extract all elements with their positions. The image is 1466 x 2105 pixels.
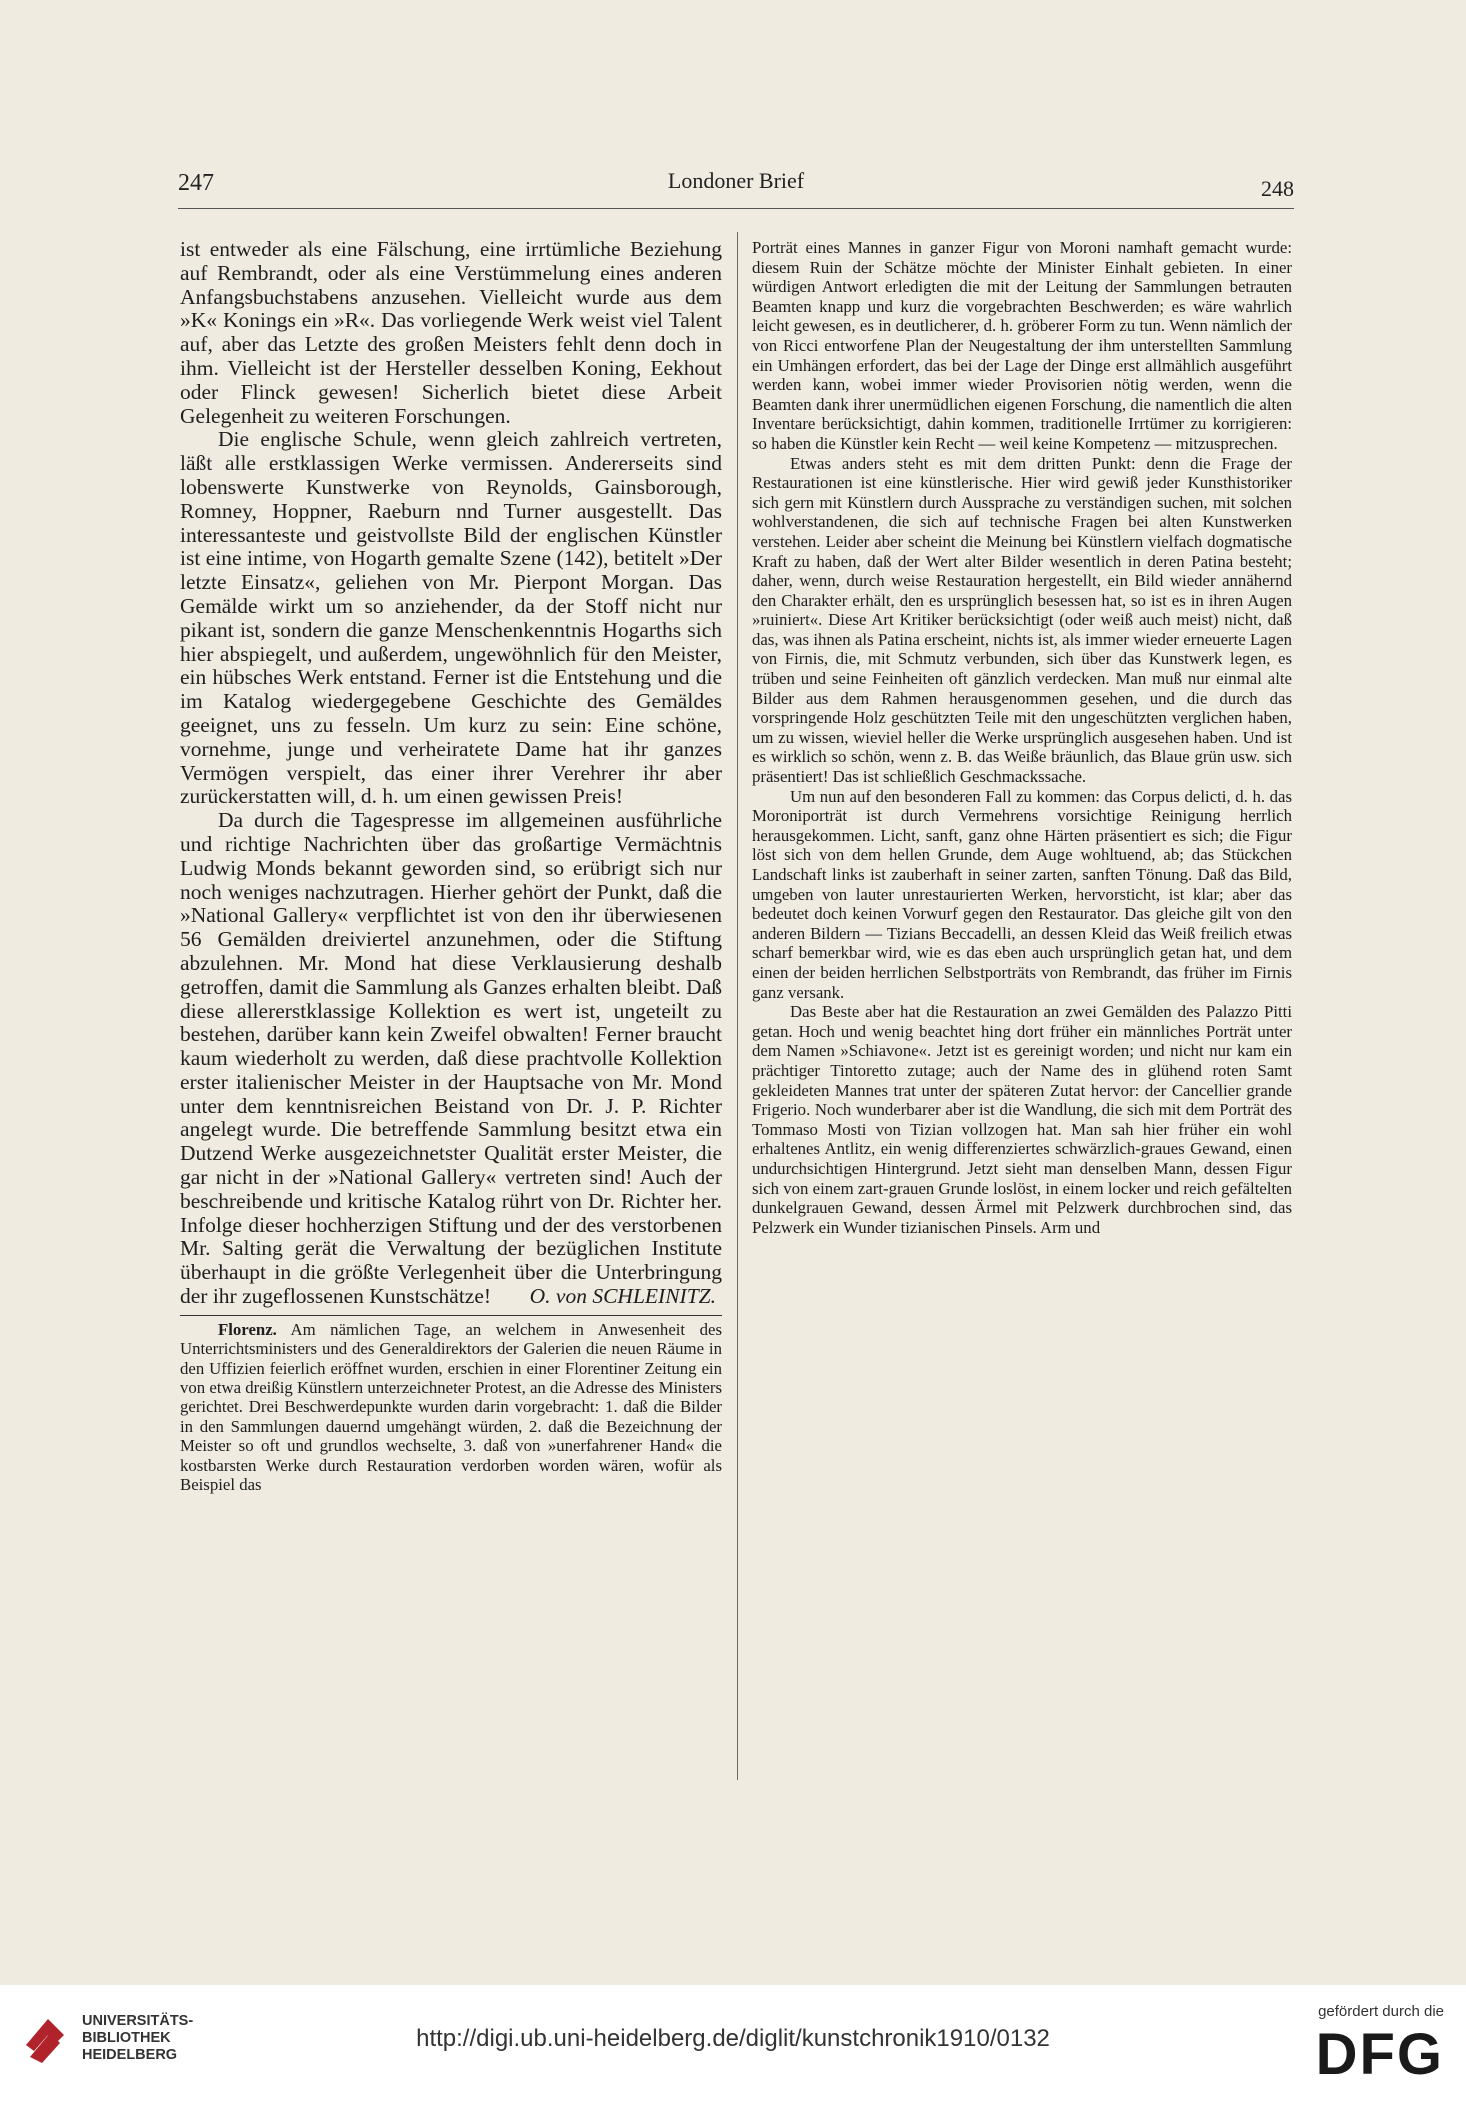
page-number-right: 248 (1261, 176, 1294, 201)
library-name-line: BIBLIOTHEK (82, 2030, 171, 2046)
page-number-left: 247 (178, 170, 214, 196)
dfg-logo[interactable]: DFG (1315, 2022, 1444, 2087)
paragraph: Das Beste aber hat die Restauration an zwei Gemälden des Palazzo Pitti getan. Hoch und wenig beachtet hing dort früher ein männliches Porträt unter dem Namen »Schiavone«. Jetzt ist es gereinigt worden; und nicht nur kam ein prächtiger Tintoretto zutage; auch der Name des in glühend roten Samt gekleideten Mannes trat unter der späteren Zutat hervor: der Cancellier grande Frigerio. Noch wunderbarer aber ist die Wandlung, die sich mit dem Porträt des Tommaso Mosti von Tizian vollzogen hat. Man sah hier früher ein wohl erhaltenes Antlitz, ein wenig differenziertes schwärzlich-graues Gewand, einen undurchsichtigen Hintergrund. Jetzt sieht man denselben Mann, dessen Figur sich von einem zart-grauen Grunde loslöst, in einem locker und reich gefältelten dunkelgrauen Gewand, dessen Ärmel mit Pelzwerk durchbrochen sind, das Pelzwerk ein Wunder tizianischen Pinsels. Arm und (752, 1002, 1292, 1237)
library-name-line: HEIDELBERG (82, 2047, 178, 2063)
funding-caption: gefördert durch die (1318, 2003, 1444, 2020)
running-header (178, 168, 1294, 209)
running-title: Londoner Brief (667, 168, 805, 193)
paragraph: Da durch die Tagespresse im allgemeinen ausführliche und richtige Nachrichten über das großartige Vermächtnis Ludwig Monds bekannt geworden sind, so erübrigt sich nur noch weniges nachzutragen. Hierher gehört der Punkt, daß die »National Gallery« verpflichtet ist von den ihr überwiesenen 56 Gemälden dreiviertel anzunehmen, oder die Stiftung abzulehnen. Mr. Mond hat diese Verklausierung deshalb getroffen, damit die Sammlung als Ganzes erhalten bleibt. Daß diese allererstklassige Kollektion es wert ist, ungeteilt zu bestehen, darüber kann kein Zweifel obwalten! Ferner braucht kaum wiederholt zu werden, daß diese prachtvolle Kollektion erster italienischer Meister in der Hauptsache von Mr. Mond unter dem kenntnisreichen Beistand von Dr. J. P. Richter angelegt wurde. Die betreffende Sammlung besitzt etwa ein Dutzend Werke ausgezeichnetster Qualität erster Meister, die gar nicht in der »National Gallery« vertreten sind! Auch der beschreibende und kritische Katalog rührt von Dr. Richter her. Infolge dieser hochherzigen Stiftung und der des verstorbenen Mr. Salting gerät die Verwaltung der bezüglichen Institute überhaupt in die größte Verlegenheit über die Unterbringung der ihr zugeflossenen Kunstschätze! (180, 808, 722, 1309)
paragraph: Etwas anders steht es mit dem dritten Punkt: denn die Frage der Restaurationen ist eine künstlerische. Hier wird gewiß jeder Kunsthistoriker sich gern mit Künstlern durch Aussprache zu verständigen suchen, mit solchen wohlverstandenen, die sich auf technische Fragen bei alten Kunstwerken verstehen. Leider aber scheint die Meinung bei Künstlern vielfach dogmatische Kraft zu haben, daß der Wert alter Bilder wesentlich in deren Patina besteht; daher, wenn, durch weise Restauration hergestellt, ein Bild wieder annähernd den Charakter erhält, den es ursprünglich besessen hat, so ist es in ihren Augen »ruiniert«. Diese Art Kritiker berücksichtigt (oder weiß auch meist) nicht, daß das, was ihnen als Patina erscheint, nichts ist, als immer wieder erneuerte Lagen von Firnis, die, mit Schmutz verbunden, sich über das Kunstwerk legen, es trüben und seine Feinheiten oft gänzlich verdecken. Man muß nur einmal alte Bilder aus dem Rahmen herausgenommen gesehen, und die durch das vorspringende Holz geschützten Teile mit den ungeschützten verglichen haben, um zu wissen, wieviel heller die Werke ursprünglich ausgesehen haben. Und ist es wirklich so schön, wenn z. B. das Weiße bräunlich, das Blaue grün usw. sich präsentiert! Das ist schließlich Geschmackssache. (752, 453, 1292, 787)
viewer-footer (0, 1985, 1466, 2105)
florenz-notice (180, 1320, 722, 1495)
article-body-left (180, 238, 722, 1309)
left-column (180, 238, 722, 1778)
section-lead: Florenz. (218, 1319, 277, 1339)
permalink-url[interactable]: http://digi.ub.uni-heidelberg.de/diglit/kunstchronik1910/0132 (416, 2025, 1050, 2052)
paragraph: Die englische Schule, wenn gleich zahlreich vertreten, läßt alle erstklassigen Werke vermissen. Andererseits sind lobenswerte Kunstwerke von Reynolds, Gainsborough, Romney, Hoppner, Raeburn nnd Turner ausgestellt. Das interessanteste und geistvollste Bild der englischen Künstler ist eine intime, von Hogarth gemalte Szene (142), betitelt »Der letzte Einsatz«, geliehen von Mr. Pierpont Morgan. Das Gemälde wirkt um so anziehender, da der Stoff nicht nur pikant ist, sondern die ganze Menschenkenntnis Hogarths sich hier abspiegelt, und außerdem, ungewöhnlich für den Meister, ein hübsches Werk entstand. Ferner ist die Entstehung und die im Katalog wiedergegebene Geschichte des Gemäldes geeignet, uns zu fesseln. Um kurz zu sein: Eine schöne, vornehme, junge und verheiratete Dame hat ihr ganzes Vermögen verspielt, das einer ihrer Verehrer ihr aber zurückerstatten will, d. h. um einen gewissen Preis! (180, 427, 722, 809)
paragraph: ist entweder als eine Fälschung, eine irrtümliche Beziehung auf Rembrandt, oder als eine Verstümmelung eines anderen Anfangsbuchstabens anzusehen. Vielleicht wurde aus dem »K« Konings ein »R«. Das vorliegende Werk weist viel Talent auf, aber das Letzte des großen Meisters fehlt denn doch in ihm. Vielleicht ist der Hersteller desselben Koning, Eekhout oder Flinck gewesen! Sicherlich bietet diese Arbeit Gelegenheit zu weiteren Forschungen. (180, 238, 722, 428)
right-column (752, 238, 1292, 1778)
author-signature: O. von SCHLEINITZ. (529, 1283, 716, 1308)
column-rule (737, 232, 738, 1780)
section-divider (180, 1315, 722, 1316)
paragraph: Um nun auf den besonderen Fall zu kommen: das Corpus delicti, d. h. das Moroniporträt ist durch Vermehrens vorsichtige Reinigung herrlich herausgekommen. Licht, sanft, ganz ohne Härten präsentiert es sich; die Figur löst sich von dem hellen Grunde, dem Auge wohltuend, ab; das Stückchen Landschaft links ist zauberhaft in seiner zarten, sanften Tönung. Daß das Bild, umgeben von lauter unrestaurierten Werken, hervorsticht, ist klar; aber das bedeutet doch keinen Vorwurf gegen den Restaurator. Das gleiche gilt von den anderen Bildern — Tizians Beccadelli, an dessen Kleid das Weiß freilich etwas scharf bemerkbar wird, wie es das eben auch ursprünglich getan hat, und dem einen der beiden herrlichen Selbstporträts von Rembrandt, das früher im Firnis ganz versank. (752, 786, 1292, 1002)
paragraph: Porträt eines Mannes in ganzer Figur von Moroni namhaft gemacht wurde: diesem Ruin der Schätze möchte der Minister Einhalt gebieten. In einer würdigen Antwort erledigten die mit der Leitung der Sammlungen betrauten Beamten knapp und kurz die vorgebrachten Beschwerden; es wäre wahrlich leicht gewesen, es in deutlicherer, d. h. gröberer Form zu tun. Wenn nämlich der von Ricci entworfene Plan der Neugestaltung der ihm unterstellten Sammlung ein Umhängen erfordert, das bei der Lage der Dinge erst allmählich ausgeführt werden kann, wobei immer wieder Provisorien nötig werden, wenn die Beamten dank ihrer unermüdlichen eigenen Forschung, die namentlich die alten Inventare berücksichtigt, dahin kommen, traditionelle Irrtümer zu korrigieren: so haben die Künstler kein Recht — weil keine Kompetenz — mitzusprechen. (752, 238, 1292, 453)
library-name-line: UNIVERSITÄTS- (82, 2013, 194, 2029)
paragraph (180, 1320, 722, 1495)
section-text: Am nämlichen Tage, an welchem in Anwesenheit des Unterrichtsministers und des Generaldirektors der Galerien die neuen Räume in den Uffizien feierlich eröffnet wurden, erschien in einer Florentiner Zeitung ein von etwa dreißig Künstlern unterzeichneter Protest, an die Adresse des Ministers gerichtet. Drei Beschwerdepunkte wurden darin vorgebracht: 1. daß die Bilder in den Sammlungen dauernd umgehängt würden, 2. daß die Bezeichnung der Meister so oft und grundlos wechselte, 3. daß von »unerfahrener Hand« die kostbarsten Werke durch Restauration verdorben worden wären, wofür als Beispiel das (180, 1319, 722, 1495)
